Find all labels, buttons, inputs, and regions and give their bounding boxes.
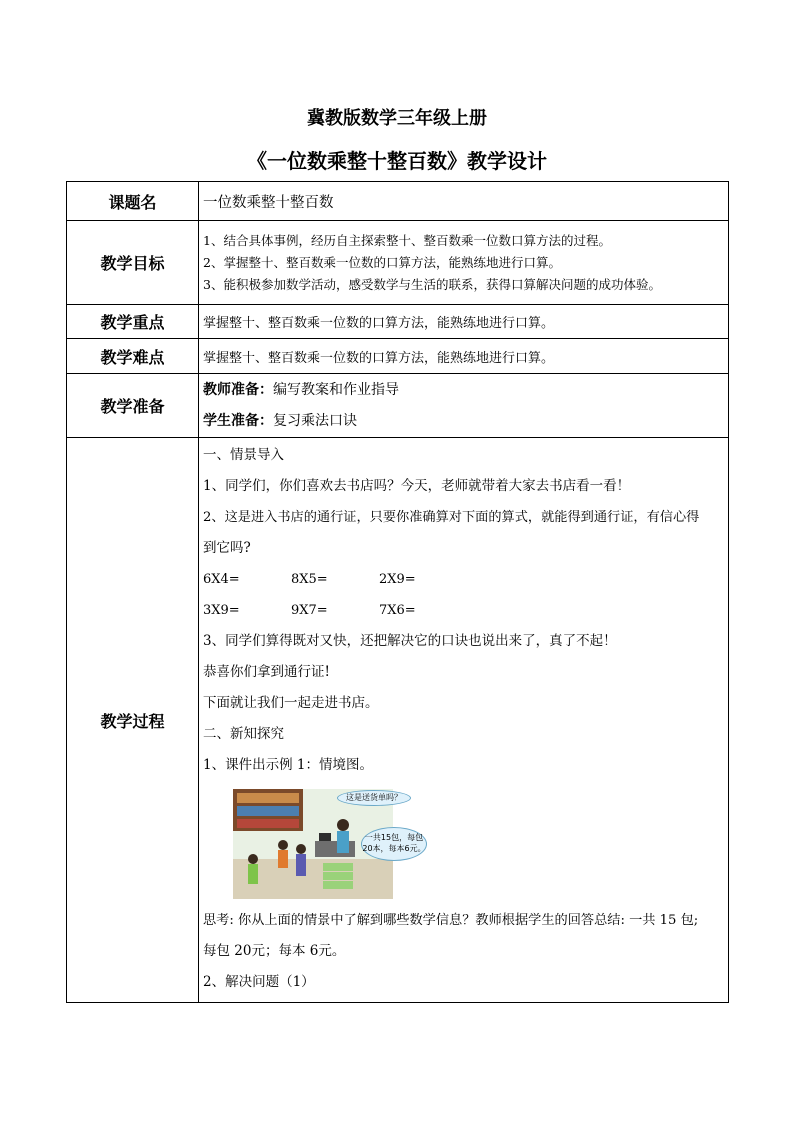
paragraph: 思考: 你从上面的情景中了解到哪些数学信息？教师根据学生的回答总结: 一共 15 包; (203, 913, 699, 928)
paragraph: 恭喜你们拿到通行证! (203, 664, 330, 680)
paragraph: 1、课件出示例 1：情境图。 (203, 757, 373, 773)
topic-value: 一位数乘整十整百数 (199, 182, 729, 221)
paragraph: 2、解决问题（1） (203, 974, 315, 990)
section-heading: 一、情景导入 (203, 447, 284, 463)
difficulty-label: 教学难点 (67, 339, 199, 374)
speech-bubble-question: 这是送货单吗？ (337, 790, 411, 806)
calc-item: 7X6= (379, 603, 416, 618)
goal-item: 2、掌握整十、整百数乘一位数的口算方法，能熟练地进行口算。 (203, 254, 561, 270)
calc-item: 3X9= (203, 603, 240, 618)
topic-label: 课题名 (67, 182, 199, 221)
key-point-value: 掌握整十、整百数乘一位数的口算方法，能熟练地进行口算。 (199, 305, 729, 339)
document-title: 冀教版数学三年级上册 (307, 108, 487, 129)
paragraph: 1、同学们，你们喜欢去书店吗？今天，老师就带着大家去书店看一看！ (203, 478, 631, 494)
paragraph: 每包 20元；每本 6元。 (203, 943, 346, 959)
calc-item: 6X4= (203, 572, 240, 587)
student-preparation: 学生准备：复习乘法口诀 (203, 412, 357, 429)
paragraph: 到它吗? (203, 540, 251, 556)
calc-row (203, 564, 728, 595)
goal-item: 3、能积极参加数学活动，感受数学与生活的联系，获得口算解决问题的成功体验。 (203, 276, 661, 292)
section-heading: 二、新知探究 (203, 726, 284, 742)
speech-bubble-info: 一共15包，每包20本，每本6元。 (361, 827, 427, 861)
table-row-process (67, 438, 729, 1003)
paragraph: 下面就让我们一起走进书店。 (203, 695, 379, 711)
goal-item: 1、结合具体事例，经历自主探索整十、整百数乘一位数口算方法的过程。 (203, 232, 611, 248)
calc-item: 2X9= (379, 572, 416, 587)
table-row-topic (67, 182, 729, 221)
calc-item: 9X7= (291, 603, 328, 618)
teacher-preparation: 教师准备：编写教案和作业指导 (203, 381, 399, 398)
process-content (199, 438, 729, 1003)
lesson-plan-table (66, 181, 729, 1003)
difficulty-value: 掌握整十、整百数乘一位数的口算方法，能熟练地进行口算。 (199, 339, 729, 374)
goals-label: 教学目标 (67, 221, 199, 305)
paragraph: 2、这是进入书店的通行证，只要你准确算对下面的算式，就能得到通行证，有信心得 (203, 510, 700, 525)
table-row-preparation (67, 374, 729, 438)
preparation-label: 教学准备 (67, 374, 199, 438)
key-point-label: 教学重点 (67, 305, 199, 339)
paragraph: 3、同学们算得既对又快，还把解决它的口诀也说出来了，真了不起！ (203, 633, 617, 649)
preparation-content (199, 374, 729, 438)
calc-row (203, 595, 728, 626)
process-label: 教学过程 (67, 438, 199, 1003)
calc-item: 8X5= (291, 572, 328, 587)
document-subtitle: 《一位数乘整十整百数》教学设计 (247, 149, 547, 173)
goals-content (199, 221, 729, 305)
table-row-goals (67, 221, 729, 305)
table-row-key-point (67, 305, 729, 339)
bookstore-scene-illustration (233, 789, 433, 899)
table-row-difficulty (67, 339, 729, 374)
